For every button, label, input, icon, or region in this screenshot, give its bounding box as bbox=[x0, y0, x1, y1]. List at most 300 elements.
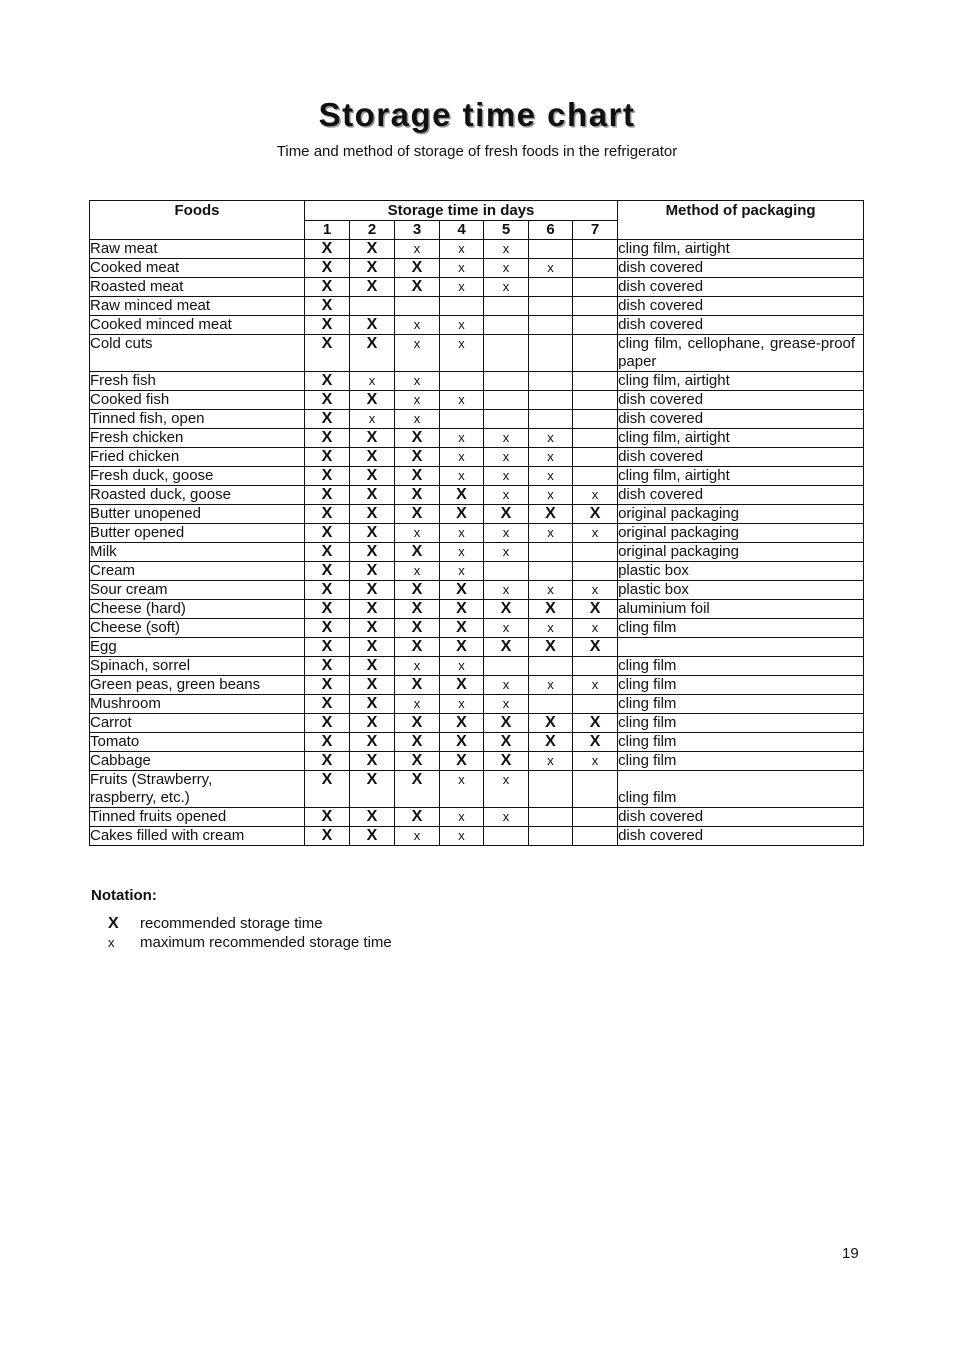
storage-mark-day-6: x bbox=[529, 429, 573, 448]
storage-mark-day-7 bbox=[573, 827, 618, 846]
packaging-method: cling film, airtight bbox=[618, 467, 864, 486]
storage-mark-day-4: x bbox=[440, 278, 484, 297]
storage-mark-day-5 bbox=[484, 335, 529, 372]
storage-mark-day-3: x bbox=[395, 562, 440, 581]
storage-mark-day-5: x bbox=[484, 278, 529, 297]
storage-mark-day-4: x bbox=[440, 808, 484, 827]
food-name: Cooked fish bbox=[90, 391, 305, 410]
storage-mark-day-5: x bbox=[484, 771, 529, 808]
storage-mark-day-1: X bbox=[305, 619, 350, 638]
storage-mark-day-4: x bbox=[440, 524, 484, 543]
table-row bbox=[90, 695, 864, 714]
food-name: Cabbage bbox=[90, 752, 305, 771]
storage-mark-day-6: X bbox=[529, 638, 573, 657]
storage-mark-day-1: X bbox=[305, 752, 350, 771]
food-name: Tinned fruits opened bbox=[90, 808, 305, 827]
storage-mark-day-7: x bbox=[573, 486, 618, 505]
storage-mark-day-7 bbox=[573, 372, 618, 391]
table-row bbox=[90, 297, 864, 316]
table-row bbox=[90, 505, 864, 524]
storage-mark-day-6 bbox=[529, 657, 573, 676]
food-name: Butter opened bbox=[90, 524, 305, 543]
food-name: Fresh duck, goose bbox=[90, 467, 305, 486]
storage-mark-day-2: x bbox=[350, 372, 395, 391]
food-name: Green peas, green beans bbox=[90, 676, 305, 695]
packaging-method: cling film bbox=[618, 771, 864, 808]
packaging-method: original packaging bbox=[618, 543, 864, 562]
storage-mark-day-6 bbox=[529, 771, 573, 808]
packaging-method: cling film bbox=[618, 695, 864, 714]
packaging-method: cling film bbox=[618, 714, 864, 733]
table-row bbox=[90, 259, 864, 278]
storage-mark-day-5: x bbox=[484, 619, 529, 638]
table-row bbox=[90, 448, 864, 467]
storage-mark-day-2: X bbox=[350, 676, 395, 695]
packaging-method: dish covered bbox=[618, 486, 864, 505]
storage-mark-day-3: X bbox=[395, 259, 440, 278]
storage-mark-day-6: X bbox=[529, 600, 573, 619]
storage-mark-day-6: x bbox=[529, 676, 573, 695]
storage-mark-day-2: X bbox=[350, 259, 395, 278]
storage-mark-day-1: X bbox=[305, 448, 350, 467]
food-name: Fresh fish bbox=[90, 372, 305, 391]
storage-mark-day-2: X bbox=[350, 543, 395, 562]
storage-mark-day-6 bbox=[529, 410, 573, 429]
storage-mark-day-3: x bbox=[395, 372, 440, 391]
day-header-3: 3 bbox=[395, 221, 440, 240]
storage-mark-day-2: X bbox=[350, 335, 395, 372]
food-name: Carrot bbox=[90, 714, 305, 733]
day-header-2: 2 bbox=[350, 221, 395, 240]
storage-mark-day-5: x bbox=[484, 543, 529, 562]
day-header-4: 4 bbox=[440, 221, 484, 240]
storage-mark-day-1: X bbox=[305, 372, 350, 391]
storage-mark-day-5: x bbox=[484, 808, 529, 827]
table-row bbox=[90, 600, 864, 619]
storage-mark-day-1: X bbox=[305, 335, 350, 372]
storage-mark-day-4: X bbox=[440, 505, 484, 524]
table-row bbox=[90, 410, 864, 429]
storage-mark-day-4: X bbox=[440, 581, 484, 600]
food-name: Cream bbox=[90, 562, 305, 581]
storage-mark-day-3 bbox=[395, 297, 440, 316]
food-name: Spinach, sorrel bbox=[90, 657, 305, 676]
storage-mark-day-1: X bbox=[305, 676, 350, 695]
page-subtitle: Time and method of storage of fresh foods in the refrigerator bbox=[276, 143, 678, 160]
storage-mark-day-3: X bbox=[395, 771, 440, 808]
storage-mark-day-2: X bbox=[350, 638, 395, 657]
storage-mark-day-4: X bbox=[440, 752, 484, 771]
food-name: Cooked minced meat bbox=[90, 316, 305, 335]
storage-mark-day-3: X bbox=[395, 600, 440, 619]
storage-mark-day-7: x bbox=[573, 676, 618, 695]
packaging-method: cling film, airtight bbox=[618, 372, 864, 391]
storage-mark-day-7 bbox=[573, 297, 618, 316]
day-header-5: 5 bbox=[484, 221, 529, 240]
storage-mark-day-1: X bbox=[305, 714, 350, 733]
table-row bbox=[90, 657, 864, 676]
storage-mark-day-5: x bbox=[484, 581, 529, 600]
day-header-6: 6 bbox=[529, 221, 573, 240]
food-name: Sour cream bbox=[90, 581, 305, 600]
storage-mark-day-4: x bbox=[440, 657, 484, 676]
storage-mark-day-1: X bbox=[305, 297, 350, 316]
food-name: Fresh chicken bbox=[90, 429, 305, 448]
packaging-method: dish covered bbox=[618, 297, 864, 316]
storage-mark-day-4: X bbox=[440, 733, 484, 752]
table-row bbox=[90, 581, 864, 600]
table-row bbox=[90, 808, 864, 827]
food-name: Fried chicken bbox=[90, 448, 305, 467]
storage-mark-day-2 bbox=[350, 297, 395, 316]
storage-mark-day-6: X bbox=[529, 505, 573, 524]
storage-mark-day-5: x bbox=[484, 524, 529, 543]
food-name: Cakes filled with cream bbox=[90, 827, 305, 846]
storage-mark-day-5 bbox=[484, 827, 529, 846]
storage-mark-day-4: X bbox=[440, 619, 484, 638]
storage-mark-day-2: X bbox=[350, 581, 395, 600]
storage-mark-day-7 bbox=[573, 240, 618, 259]
storage-mark-day-4: x bbox=[440, 335, 484, 372]
storage-mark-day-1: X bbox=[305, 429, 350, 448]
notation-item-maximum bbox=[108, 934, 392, 951]
storage-mark-day-1: X bbox=[305, 562, 350, 581]
packaging-method: cling film bbox=[618, 676, 864, 695]
storage-mark-day-4: X bbox=[440, 676, 484, 695]
storage-mark-day-7 bbox=[573, 259, 618, 278]
storage-mark-day-5: X bbox=[484, 600, 529, 619]
packaging-method: cling film, airtight bbox=[618, 240, 864, 259]
storage-time-table bbox=[89, 200, 864, 846]
storage-mark-day-6 bbox=[529, 543, 573, 562]
storage-mark-day-7: X bbox=[573, 505, 618, 524]
storage-mark-day-3: X bbox=[395, 808, 440, 827]
storage-mark-day-2: X bbox=[350, 562, 395, 581]
table-row bbox=[90, 771, 864, 808]
storage-mark-day-6 bbox=[529, 391, 573, 410]
packaging-method: cling film bbox=[618, 619, 864, 638]
packaging-method bbox=[618, 638, 864, 657]
table-row bbox=[90, 733, 864, 752]
storage-mark-day-6 bbox=[529, 372, 573, 391]
storage-mark-day-5: x bbox=[484, 429, 529, 448]
table-row bbox=[90, 752, 864, 771]
packaging-method: dish covered bbox=[618, 259, 864, 278]
packaging-method: plastic box bbox=[618, 562, 864, 581]
storage-mark-day-3: X bbox=[395, 752, 440, 771]
storage-mark-day-2: X bbox=[350, 695, 395, 714]
food-name: Butter unopened bbox=[90, 505, 305, 524]
table-row bbox=[90, 714, 864, 733]
storage-mark-day-2: X bbox=[350, 808, 395, 827]
storage-mark-day-3: X bbox=[395, 543, 440, 562]
storage-mark-day-5: x bbox=[484, 259, 529, 278]
storage-mark-day-5: x bbox=[484, 695, 529, 714]
food-name: Roasted duck, goose bbox=[90, 486, 305, 505]
storage-mark-day-4: X bbox=[440, 600, 484, 619]
food-name: Fruits (Strawberry, raspberry, etc.) bbox=[90, 771, 305, 808]
storage-mark-day-3: X bbox=[395, 486, 440, 505]
table-row bbox=[90, 372, 864, 391]
storage-mark-day-2: X bbox=[350, 240, 395, 259]
storage-mark-day-7 bbox=[573, 316, 618, 335]
food-name: Egg bbox=[90, 638, 305, 657]
storage-mark-day-4: x bbox=[440, 316, 484, 335]
storage-mark-day-3: X bbox=[395, 448, 440, 467]
storage-mark-day-3: x bbox=[395, 410, 440, 429]
storage-mark-day-6 bbox=[529, 278, 573, 297]
storage-mark-day-7: X bbox=[573, 714, 618, 733]
storage-mark-day-6 bbox=[529, 808, 573, 827]
packaging-method: dish covered bbox=[618, 410, 864, 429]
storage-mark-day-1: X bbox=[305, 524, 350, 543]
storage-mark-day-1: X bbox=[305, 316, 350, 335]
table-row bbox=[90, 827, 864, 846]
storage-mark-day-6: x bbox=[529, 467, 573, 486]
storage-mark-day-7 bbox=[573, 448, 618, 467]
storage-mark-day-6: x bbox=[529, 259, 573, 278]
storage-mark-day-2: X bbox=[350, 771, 395, 808]
table-row bbox=[90, 619, 864, 638]
food-name: Mushroom bbox=[90, 695, 305, 714]
storage-mark-day-2: X bbox=[350, 827, 395, 846]
packaging-method: dish covered bbox=[618, 808, 864, 827]
storage-mark-day-5: x bbox=[484, 240, 529, 259]
storage-mark-day-4: x bbox=[440, 562, 484, 581]
food-name: Cheese (hard) bbox=[90, 600, 305, 619]
storage-mark-day-1: X bbox=[305, 410, 350, 429]
packaging-method: cling film bbox=[618, 752, 864, 771]
storage-mark-day-2: X bbox=[350, 505, 395, 524]
storage-mark-day-5 bbox=[484, 657, 529, 676]
storage-mark-day-1: X bbox=[305, 771, 350, 808]
storage-mark-day-6 bbox=[529, 335, 573, 372]
storage-mark-day-4: X bbox=[440, 638, 484, 657]
notation-symbol-recommended: X bbox=[108, 915, 119, 932]
storage-mark-day-7 bbox=[573, 278, 618, 297]
notation-text-recommended: recommended storage time bbox=[140, 915, 323, 932]
storage-mark-day-7 bbox=[573, 467, 618, 486]
storage-mark-day-4: x bbox=[440, 448, 484, 467]
storage-mark-day-7: X bbox=[573, 600, 618, 619]
storage-mark-day-7 bbox=[573, 695, 618, 714]
storage-mark-day-3: x bbox=[395, 695, 440, 714]
storage-mark-day-6 bbox=[529, 316, 573, 335]
storage-mark-day-2: X bbox=[350, 467, 395, 486]
notation-symbol-maximum: x bbox=[108, 935, 115, 950]
storage-mark-day-2: X bbox=[350, 657, 395, 676]
food-name: Cold cuts bbox=[90, 335, 305, 372]
storage-mark-day-5: X bbox=[484, 714, 529, 733]
storage-mark-day-5: x bbox=[484, 676, 529, 695]
food-name: Raw meat bbox=[90, 240, 305, 259]
storage-mark-day-3: X bbox=[395, 733, 440, 752]
storage-mark-day-1: X bbox=[305, 467, 350, 486]
storage-mark-day-1: X bbox=[305, 600, 350, 619]
storage-mark-day-5: X bbox=[484, 505, 529, 524]
storage-mark-day-5: x bbox=[484, 448, 529, 467]
storage-mark-day-6: x bbox=[529, 524, 573, 543]
storage-mark-day-1: X bbox=[305, 505, 350, 524]
storage-mark-day-7 bbox=[573, 657, 618, 676]
storage-mark-day-7: x bbox=[573, 752, 618, 771]
storage-mark-day-4: x bbox=[440, 467, 484, 486]
storage-mark-day-1: X bbox=[305, 391, 350, 410]
method-header: Method of packaging bbox=[618, 201, 864, 240]
storage-mark-day-4: X bbox=[440, 486, 484, 505]
notation-text-maximum: maximum recommended storage time bbox=[140, 934, 392, 951]
page-title: Storage time chart bbox=[318, 96, 636, 133]
packaging-method: original packaging bbox=[618, 524, 864, 543]
storage-mark-day-5: X bbox=[484, 752, 529, 771]
storage-mark-day-4: X bbox=[440, 714, 484, 733]
table-row bbox=[90, 429, 864, 448]
storage-mark-day-2: X bbox=[350, 600, 395, 619]
storage-mark-day-1: X bbox=[305, 808, 350, 827]
storage-mark-day-2: X bbox=[350, 391, 395, 410]
storage-mark-day-3: x bbox=[395, 391, 440, 410]
storage-mark-day-3: x bbox=[395, 335, 440, 372]
storage-mark-day-7 bbox=[573, 429, 618, 448]
day-header-7: 7 bbox=[573, 221, 618, 240]
storage-mark-day-7 bbox=[573, 808, 618, 827]
storage-mark-day-3: x bbox=[395, 240, 440, 259]
storage-mark-day-3: X bbox=[395, 581, 440, 600]
storage-mark-day-4 bbox=[440, 297, 484, 316]
table-row bbox=[90, 524, 864, 543]
storage-mark-day-7 bbox=[573, 543, 618, 562]
packaging-method: plastic box bbox=[618, 581, 864, 600]
storage-mark-day-2: X bbox=[350, 619, 395, 638]
storage-mark-day-7: X bbox=[573, 733, 618, 752]
table-row bbox=[90, 676, 864, 695]
table-row bbox=[90, 240, 864, 259]
storage-mark-day-5: X bbox=[484, 638, 529, 657]
foods-header: Foods bbox=[90, 201, 305, 240]
storage-mark-day-1: X bbox=[305, 543, 350, 562]
storage-mark-day-2: X bbox=[350, 714, 395, 733]
storage-mark-day-7: X bbox=[573, 638, 618, 657]
notation-item-recommended bbox=[108, 915, 323, 933]
table-row bbox=[90, 335, 864, 372]
storage-mark-day-1: X bbox=[305, 638, 350, 657]
table-row bbox=[90, 391, 864, 410]
storage-mark-day-2: x bbox=[350, 410, 395, 429]
table-row bbox=[90, 638, 864, 657]
storage-mark-day-5 bbox=[484, 410, 529, 429]
storage-mark-day-5: x bbox=[484, 467, 529, 486]
packaging-method: cling film, airtight bbox=[618, 429, 864, 448]
storage-mark-day-5: x bbox=[484, 486, 529, 505]
storage-mark-day-4: x bbox=[440, 543, 484, 562]
storage-mark-day-7 bbox=[573, 771, 618, 808]
table-row bbox=[90, 467, 864, 486]
storage-mark-day-7 bbox=[573, 391, 618, 410]
storage-mark-day-3: X bbox=[395, 278, 440, 297]
storage-mark-day-3: x bbox=[395, 657, 440, 676]
storage-mark-day-3: x bbox=[395, 316, 440, 335]
storage-time-header: Storage time in days bbox=[305, 201, 618, 221]
storage-mark-day-3: X bbox=[395, 505, 440, 524]
storage-mark-day-3: X bbox=[395, 676, 440, 695]
storage-mark-day-6: x bbox=[529, 581, 573, 600]
storage-mark-day-5 bbox=[484, 391, 529, 410]
food-name: Milk bbox=[90, 543, 305, 562]
storage-mark-day-6 bbox=[529, 827, 573, 846]
storage-mark-day-3: X bbox=[395, 638, 440, 657]
storage-mark-day-3: x bbox=[395, 827, 440, 846]
storage-mark-day-1: X bbox=[305, 240, 350, 259]
notation-title: Notation: bbox=[91, 887, 157, 904]
food-name: Raw minced meat bbox=[90, 297, 305, 316]
page-number: 19 bbox=[842, 1245, 859, 1262]
storage-mark-day-1: X bbox=[305, 695, 350, 714]
packaging-method: cling film bbox=[618, 733, 864, 752]
storage-mark-day-3: X bbox=[395, 619, 440, 638]
food-name: Cheese (soft) bbox=[90, 619, 305, 638]
storage-mark-day-7: x bbox=[573, 581, 618, 600]
storage-mark-day-1: X bbox=[305, 827, 350, 846]
storage-mark-day-1: X bbox=[305, 259, 350, 278]
storage-mark-day-6 bbox=[529, 297, 573, 316]
storage-mark-day-6: X bbox=[529, 714, 573, 733]
storage-mark-day-7: x bbox=[573, 619, 618, 638]
packaging-method: dish covered bbox=[618, 827, 864, 846]
storage-mark-day-4: x bbox=[440, 240, 484, 259]
storage-mark-day-6: x bbox=[529, 486, 573, 505]
storage-mark-day-4: x bbox=[440, 429, 484, 448]
packaging-method: dish covered bbox=[618, 278, 864, 297]
storage-mark-day-1: X bbox=[305, 657, 350, 676]
storage-mark-day-4: x bbox=[440, 771, 484, 808]
storage-mark-day-7 bbox=[573, 562, 618, 581]
food-name: Tomato bbox=[90, 733, 305, 752]
storage-mark-day-2: X bbox=[350, 524, 395, 543]
storage-mark-day-5 bbox=[484, 316, 529, 335]
storage-mark-day-2: X bbox=[350, 316, 395, 335]
storage-mark-day-3: x bbox=[395, 524, 440, 543]
storage-mark-day-1: X bbox=[305, 486, 350, 505]
storage-mark-day-3: X bbox=[395, 467, 440, 486]
storage-mark-day-2: X bbox=[350, 278, 395, 297]
packaging-method: original packaging bbox=[618, 505, 864, 524]
storage-mark-day-6: x bbox=[529, 448, 573, 467]
table-row bbox=[90, 543, 864, 562]
storage-mark-day-1: X bbox=[305, 581, 350, 600]
packaging-method: aluminium foil bbox=[618, 600, 864, 619]
storage-mark-day-2: X bbox=[350, 733, 395, 752]
storage-mark-day-6: x bbox=[529, 752, 573, 771]
storage-mark-day-5 bbox=[484, 297, 529, 316]
packaging-method: cling film bbox=[618, 657, 864, 676]
storage-mark-day-3: X bbox=[395, 714, 440, 733]
storage-mark-day-2: X bbox=[350, 486, 395, 505]
storage-mark-day-7 bbox=[573, 335, 618, 372]
packaging-method: dish covered bbox=[618, 391, 864, 410]
table-row bbox=[90, 316, 864, 335]
storage-mark-day-1: X bbox=[305, 733, 350, 752]
storage-mark-day-4: x bbox=[440, 259, 484, 278]
food-name: Tinned fish, open bbox=[90, 410, 305, 429]
storage-mark-day-5: X bbox=[484, 733, 529, 752]
storage-mark-day-2: X bbox=[350, 752, 395, 771]
storage-mark-day-4 bbox=[440, 372, 484, 391]
packaging-method: dish covered bbox=[618, 316, 864, 335]
storage-mark-day-1: X bbox=[305, 278, 350, 297]
storage-mark-day-6: x bbox=[529, 619, 573, 638]
storage-mark-day-4: x bbox=[440, 827, 484, 846]
storage-mark-day-5 bbox=[484, 372, 529, 391]
